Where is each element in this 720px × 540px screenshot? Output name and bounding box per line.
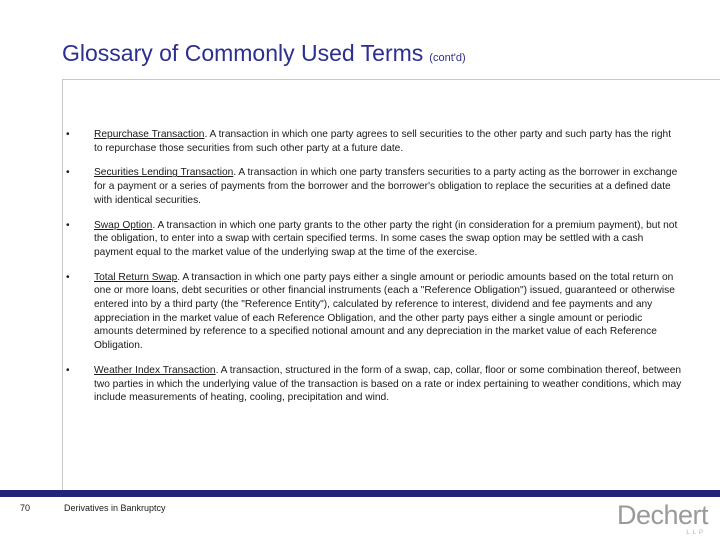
term-definition: . A transaction in which one party agrees to sell securities to the other party and such party has the right to repurchase those securities from such other party at a future date. (94, 129, 672, 154)
term-definition: . A transaction in which one party pays either a single amount or periodic amounts based on the total return on one or more loans, debt securities or other financial instruments (each a "Reference Obligation") issued, guaranteed or otherwise entered into by a third party (the "Reference Entity"), calculated by reference to interest, dividend and fee payments and any appreciation in the market value of each Reference Obligation, and the other party pays either a single amount or periodic amounts determined by reference to a specified notional amount and any depreciation in the market value of each Reference Obligation. (94, 271, 675, 352)
bullet: • (66, 271, 70, 283)
footer-title: Derivatives in Bankruptcy (64, 503, 166, 513)
term-definition: . A transaction in which one party grants to the other party the right (in consideration for a premium payment), but not the obligation, to enter into a swap with certain specified terms. In some cases the swap option may be settled with a cash payment equal to the market value of the underlying swap at the time of the exercise. (94, 219, 678, 258)
glossary-item (62, 364, 682, 405)
term-name: Securities Lending Transaction (94, 167, 234, 179)
bullet: • (66, 129, 70, 140)
term-definition: . A transaction in which one party transfers securities to a party acting as the borrower in exchange for a payment or a series of payments from the borrower and the borrower's obligation to replace the securities at a defined date with identical securities. (94, 167, 678, 206)
footer-bar (0, 490, 720, 497)
bullet: • (66, 364, 70, 376)
glossary-item (62, 271, 682, 353)
term-name: Repurchase Transaction (94, 129, 205, 140)
bullet: • (66, 167, 70, 179)
page-title (62, 40, 466, 67)
term-name: Swap Option (94, 219, 153, 231)
glossary-list (62, 128, 682, 416)
page-subtitle: (cont'd) (429, 52, 466, 64)
page-number: 70 (20, 503, 31, 513)
term-name: Weather Index Transaction (94, 364, 216, 376)
logo-llp: LLP (686, 530, 706, 536)
term-definition: . A transaction, structured in the form of a swap, cap, collar, floor or some combination thereof, between two parties in which the underlying value of the transaction is based on a rate or index pertaining to weather conditions, which may include measurements of heating, cooling, precipitation and wind. (94, 364, 682, 404)
page-title-text: Glossary of Commonly Used Terms (62, 40, 424, 66)
glossary-item (62, 219, 682, 260)
dechert-logo: Dechert (616, 500, 708, 530)
glossary-item (62, 128, 682, 155)
term-name: Total Return Swap (94, 271, 178, 283)
bullet: • (66, 219, 70, 231)
header-divider (62, 79, 720, 80)
glossary-item (62, 166, 682, 207)
